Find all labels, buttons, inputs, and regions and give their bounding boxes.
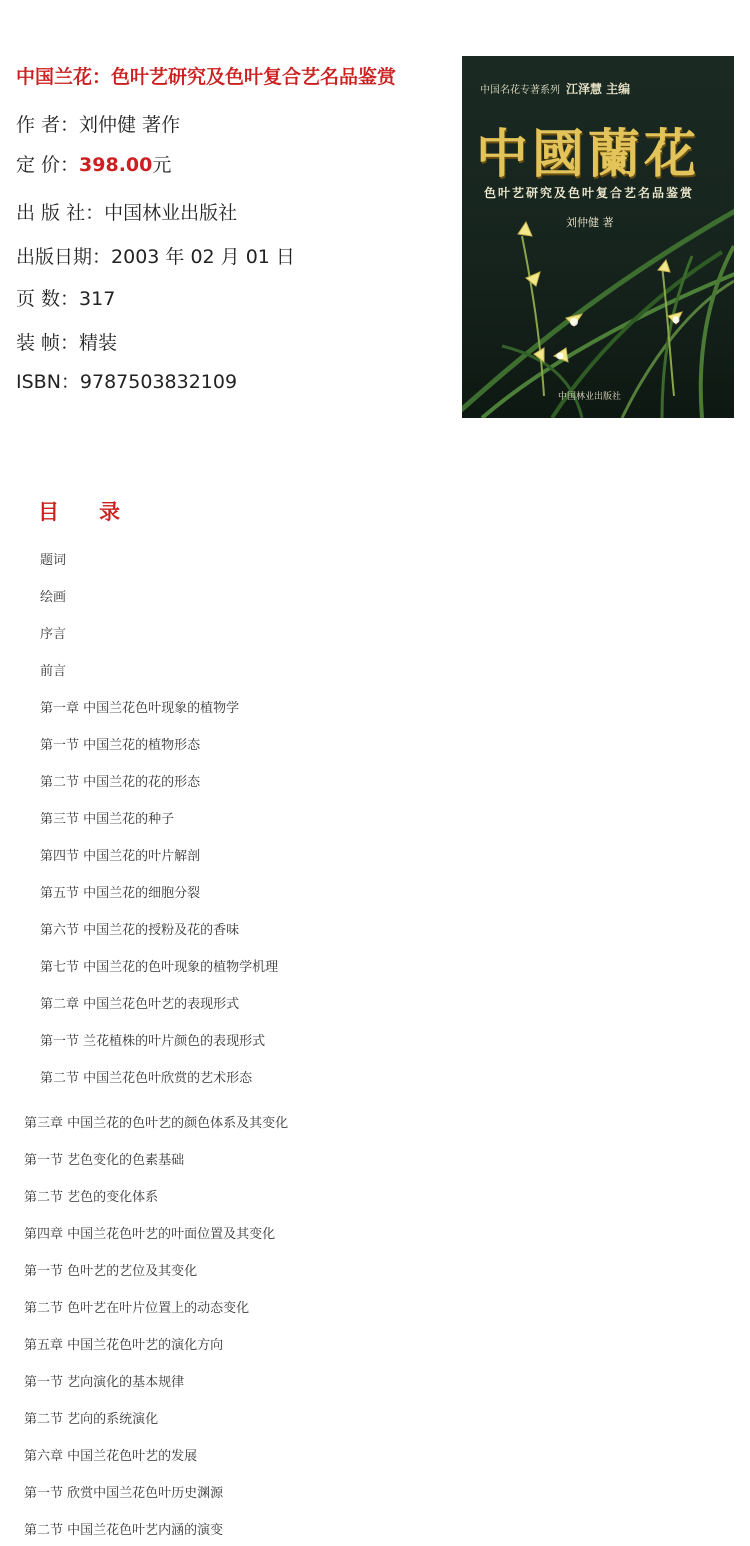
author-value: 刘仲健 著作 (79, 114, 181, 136)
cover-author: 刘仲健 著 (566, 216, 614, 229)
toc-item: 第七节 中国兰花的色叶现象的植物学机理 (40, 960, 279, 975)
toc-item: 第二节 中国兰花色叶欣赏的艺术形态 (40, 1071, 253, 1086)
publish-date-row (16, 242, 295, 269)
toc-item: 第二节 艺向的系统演化 (24, 1412, 159, 1427)
toc-item: 第四章 中国兰花色叶艺的叶面位置及其变化 (24, 1227, 276, 1242)
publisher-label: 出 版 社： (16, 202, 105, 224)
cover-series-name: 中国名花专著系列 (480, 85, 560, 96)
isbn-value: 9787503832109 (79, 371, 238, 393)
binding-row (16, 328, 117, 355)
isbn-label: ISBN： (16, 371, 80, 393)
toc-item: 第二节 艺色的变化体系 (24, 1190, 159, 1205)
toc-item: 第一节 兰花植株的叶片颜色的表现形式 (40, 1034, 266, 1049)
price-label: 定 价： (16, 154, 80, 176)
book-title: 中国兰花：色叶艺研究及色叶复合艺名品鉴赏 (16, 66, 397, 88)
toc-item: 第二节 中国兰花色叶艺内涵的演变 (24, 1523, 224, 1538)
toc-item: 第一节 欣赏中国兰花色叶历史渊源 (24, 1486, 224, 1501)
book-cover-image (462, 56, 734, 418)
toc-item: 第一节 艺色变化的色素基础 (24, 1153, 185, 1168)
cover-editor: 江泽慧 主编 (566, 82, 631, 96)
toc-item: 第一章 中国兰花色叶现象的植物学 (40, 701, 240, 716)
pages-value: 317 (79, 288, 116, 310)
pages-row (16, 284, 115, 311)
toc-item: 绘画 (40, 590, 67, 605)
cover-main-title: 中國蘭花 (476, 124, 701, 185)
pages-label: 页 数： (16, 288, 80, 310)
toc-item: 前言 (40, 664, 67, 679)
toc-item: 第三节 中国兰花的种子 (40, 812, 175, 827)
toc-item: 第一节 艺向演化的基本规律 (24, 1375, 185, 1390)
toc-heading: 目录 (38, 500, 160, 524)
price-unit: 元 (152, 154, 172, 176)
author-row (16, 110, 180, 137)
toc-item: 第六节 中国兰花的授粉及花的香味 (40, 923, 240, 938)
toc-item: 题词 (40, 553, 67, 568)
publish-date-value: 2003 年 02 月 01 日 (111, 246, 295, 268)
cover-subtitle: 色叶艺研究及色叶复合艺名品鉴赏 (484, 186, 695, 200)
binding-value: 精装 (79, 332, 118, 354)
price-row (16, 150, 171, 177)
publish-date-label: 出版日期： (16, 246, 112, 268)
toc-item: 第三章 中国兰花的色叶艺的颜色体系及其变化 (24, 1116, 289, 1131)
toc-item: 第二章 中国兰花色叶艺的表现形式 (40, 997, 240, 1012)
toc-item: 第一节 中国兰花的植物形态 (40, 738, 201, 753)
orchid-illustration (462, 56, 734, 418)
cover-publisher: 中国林业出版社 (558, 392, 622, 402)
isbn-row (16, 367, 237, 394)
toc-item: 第一节 色叶艺的艺位及其变化 (24, 1264, 198, 1279)
author-label: 作 者： (16, 114, 80, 136)
toc-item: 序言 (40, 627, 67, 642)
toc-item: 第二节 中国兰花的花的形态 (40, 775, 201, 790)
toc-item: 第四节 中国兰花的叶片解剖 (40, 849, 201, 864)
publisher-value: 中国林业出版社 (104, 202, 238, 224)
binding-label: 装 帧： (16, 332, 80, 354)
publisher-row (16, 198, 237, 225)
toc-item: 第二节 色叶艺在叶片位置上的动态变化 (24, 1301, 250, 1316)
toc-item: 第五节 中国兰花的细胞分裂 (40, 886, 201, 901)
toc-item: 第六章 中国兰花色叶艺的发展 (24, 1449, 198, 1464)
price-value: 398.00 (79, 154, 153, 176)
cover-series (480, 80, 630, 97)
toc-item: 第五章 中国兰花色叶艺的演化方向 (24, 1338, 224, 1353)
